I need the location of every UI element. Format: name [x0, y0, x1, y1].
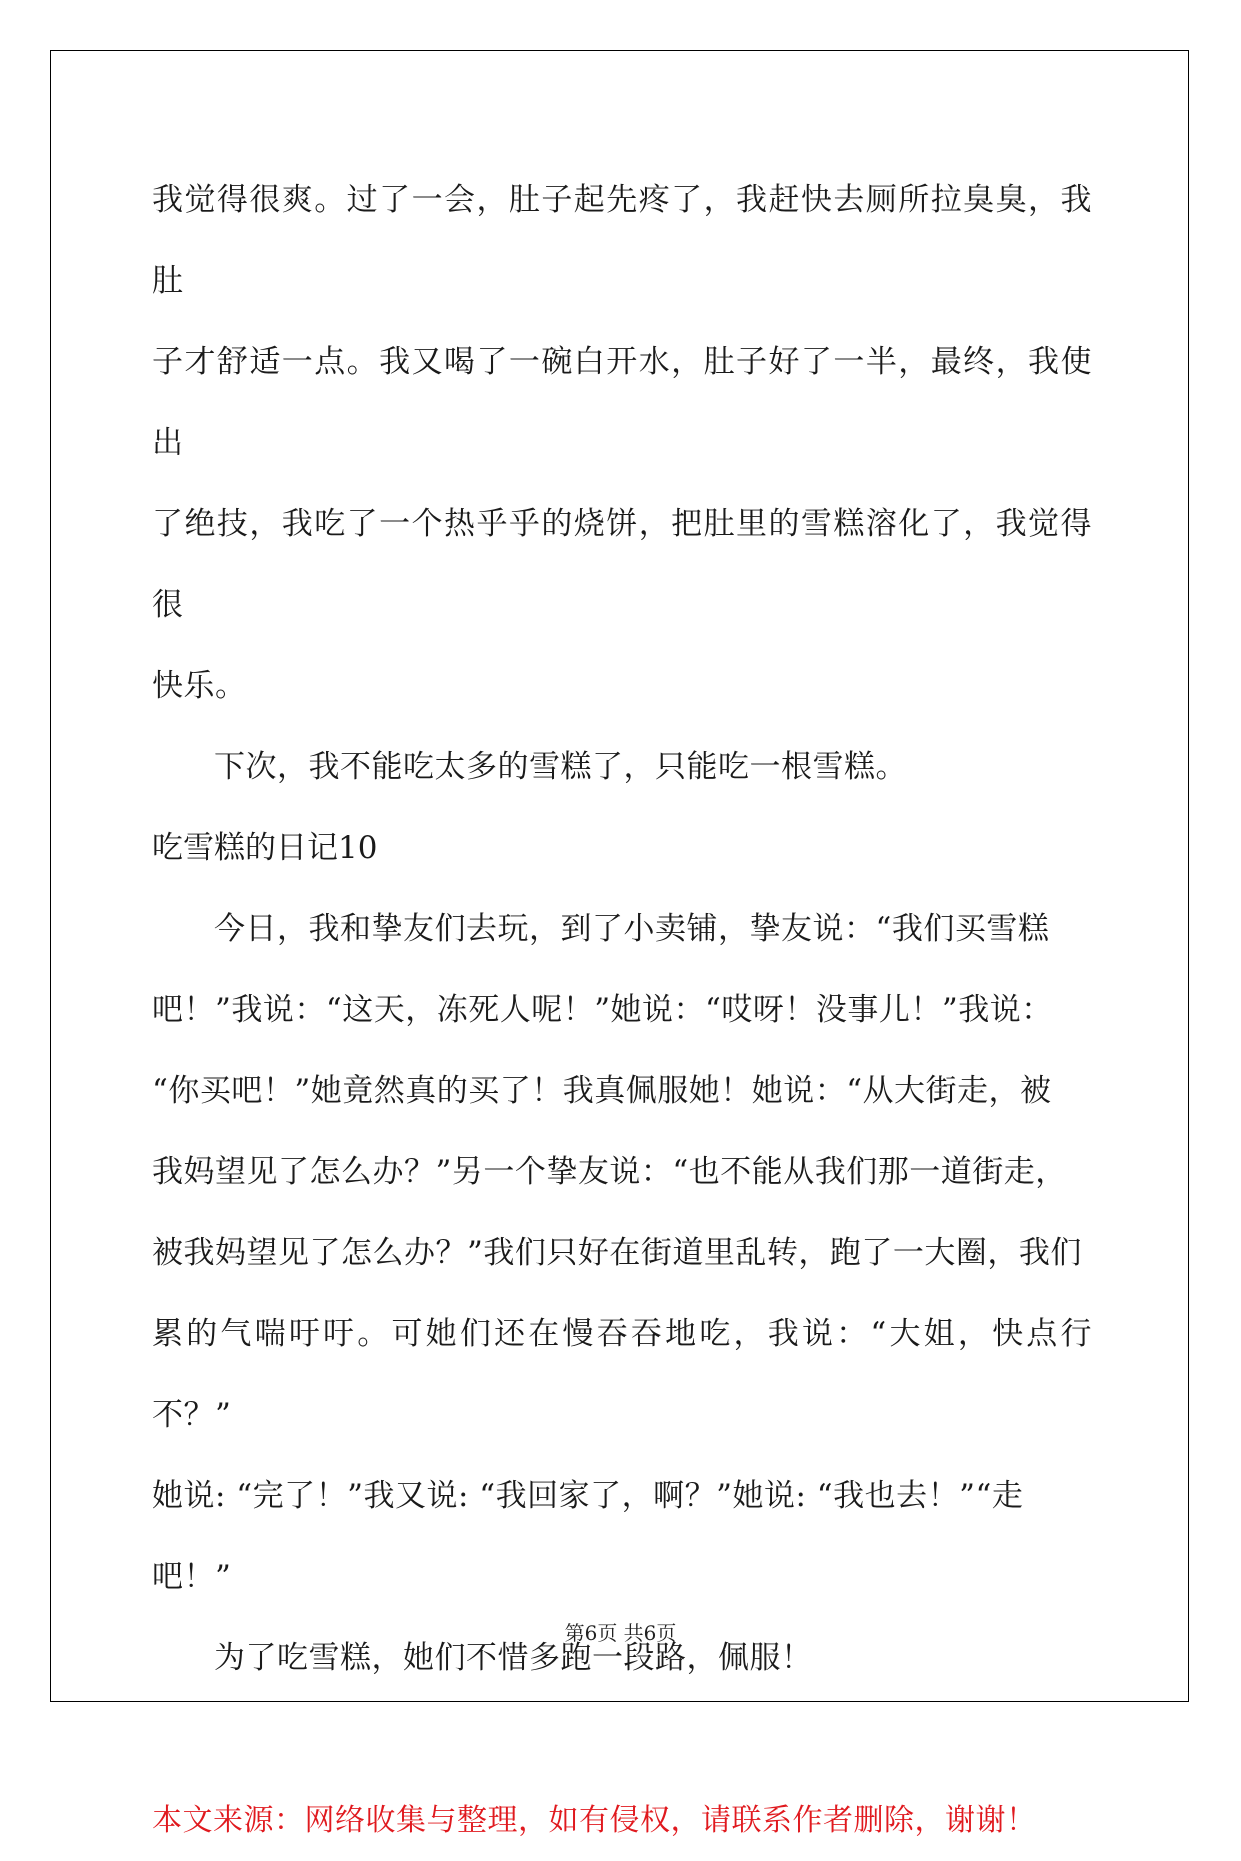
- spacer: [152, 1699, 1092, 1780]
- page-number: 第6页 共6页: [564, 1621, 677, 1645]
- paragraph-ending: 为了吃雪糕，她们不惜多跑一段路，佩服！: [214, 1640, 813, 1676]
- document-body: [152, 160, 1092, 1861]
- paragraph-story: 今日，我和挚友们去玩，到了小卖铺，挚友说：“我们买雪糕 吧！”我说：“这天，冻死人呢！”她说：“哎呀！没事儿！”我说： “你买吧！”她竟然真的买了！我真佩服她！她说：“从大街走，被 我妈望见了怎么办？”另一个挚友说：“也不能从我们那一道街走， 被我妈望见了怎么办？”我们只好在街道里乱转，跑了一大圈，我们 累的气喘吁吁。可她们还在慢吞吞地吃，我说：“大姐，快点行不？” 她说: “完了！”我又说: “我回家了，啊？”她说: “我也去！”“走 吧！”: [152, 911, 1092, 1595]
- paragraph-conclusion: 下次，我不能吃太多的雪糕了，只能吃一根雪糕。: [214, 749, 907, 785]
- paragraph-continued: 我觉得很爽。过了一会，肚子起先疼了，我赶快去厕所拉臭臭，我肚 子才舒适一点。我又喝了一碗白开水，肚子好了一半，最终，我使出 了绝技，我吃了一个热乎乎的烧饼，把肚里的雪糕溶化了，我觉得很 快乐。: [152, 182, 1092, 704]
- section-heading: 吃雪糕的日记10: [152, 830, 378, 866]
- source-note: 本文来源：网络收集与整理，如有侵权，请联系作者删除，谢谢！: [152, 1803, 1037, 1838]
